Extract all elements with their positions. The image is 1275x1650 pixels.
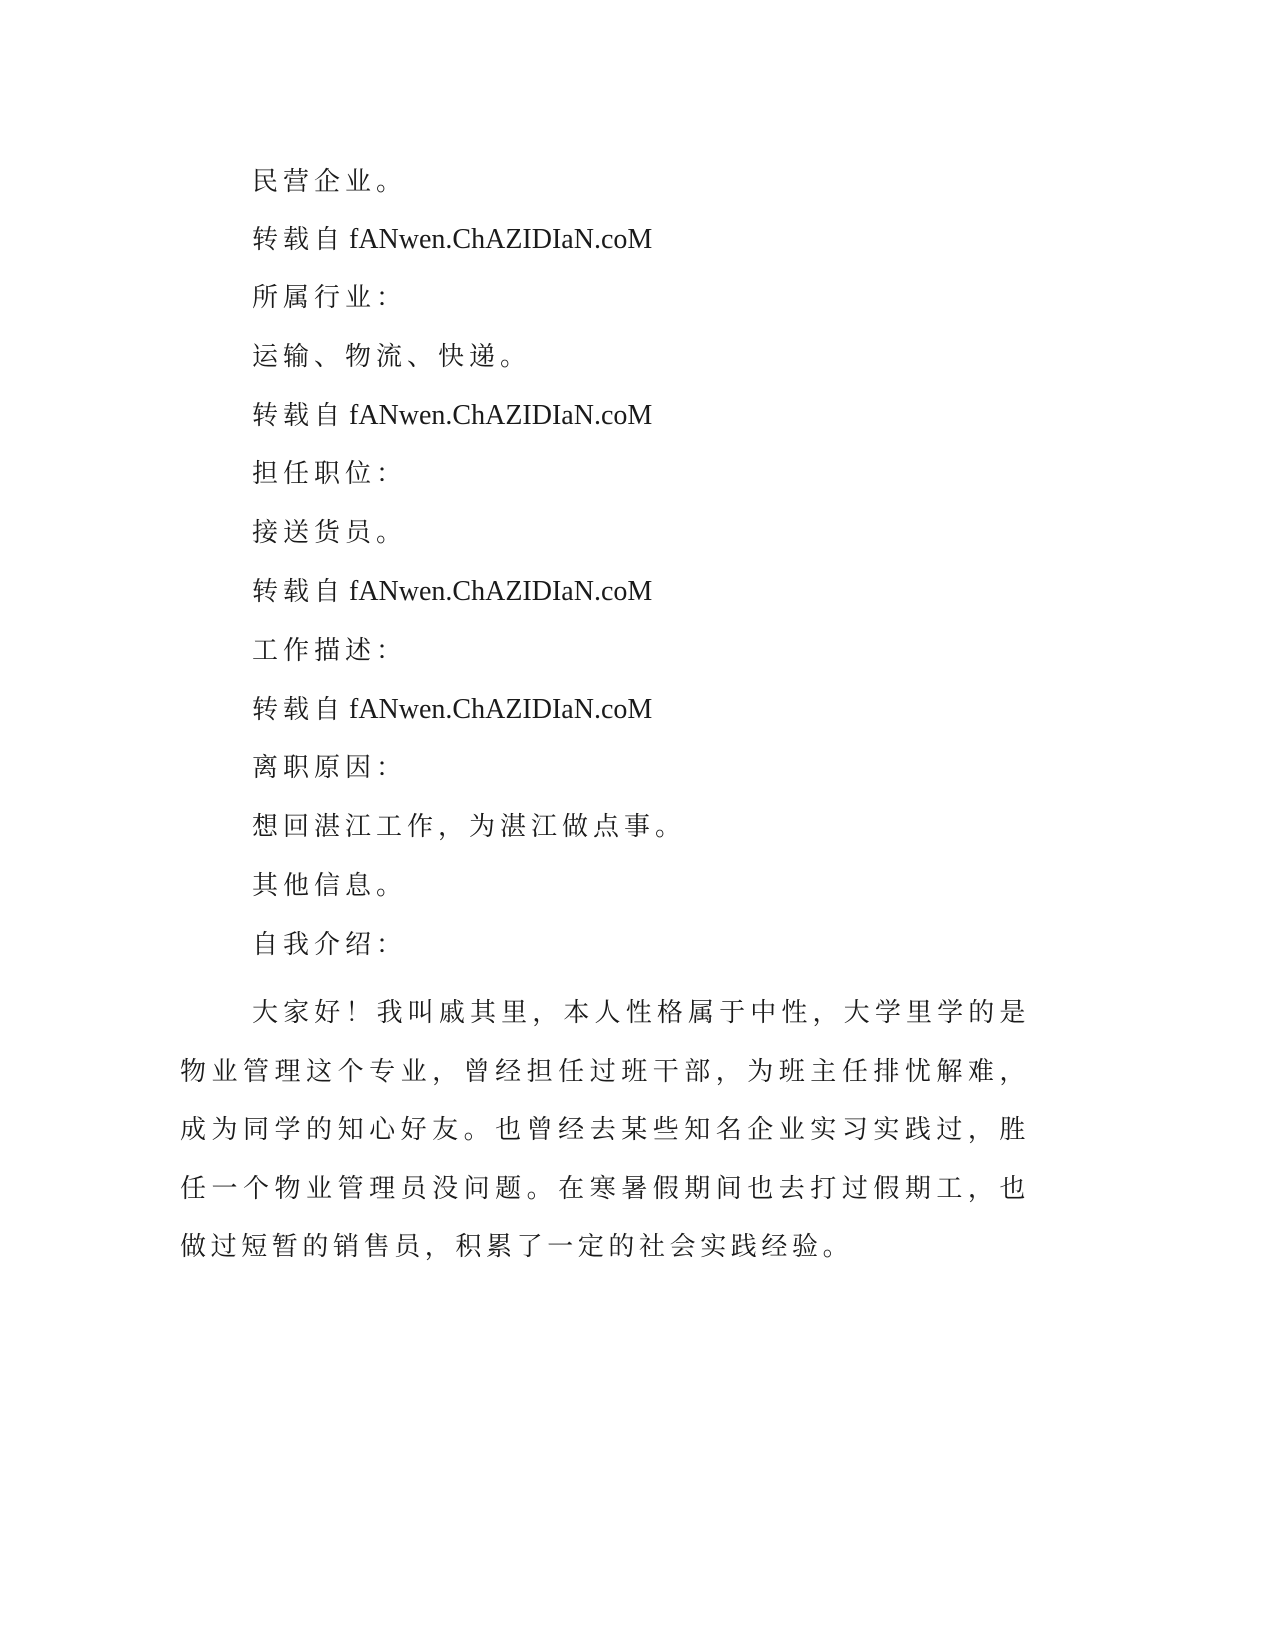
position-value: 接送货员。 (252, 518, 408, 548)
source-label: 转载自 (252, 577, 346, 607)
source-note (252, 396, 652, 436)
source-label: 转载自 (252, 401, 346, 431)
source-note (252, 572, 652, 612)
leave-reason-value: 想回湛江工作，为湛江做点事。 (252, 812, 687, 842)
industry-value: 运输、物流、快递。 (252, 342, 532, 372)
self-intro-label: 自我介绍： (252, 930, 408, 960)
other-info-label: 其他信息。 (252, 871, 408, 901)
industry-label: 所属行业： (252, 283, 408, 313)
self-intro-paragraph: 大家好！我叫戚其里，本人性格属于中性，大学里学的是物业管理这个专业，曾经担任过班干部，为班主任排忧解难，成为同学的知心好友。也曾经去某些知名企业实习实践过，胜任一个物业管理员没问题。在寒暑假期间也去打过假期工，也做过短暂的销售员，积累了一定的社会实践经验。 (180, 998, 1030, 1263)
leave-reason-label: 离职原因： (252, 753, 408, 783)
source-note (252, 220, 652, 260)
position-label: 担任职位： (252, 459, 408, 489)
source-label: 转载自 (252, 225, 346, 255)
company-type-text: 民营企业。 (252, 167, 408, 197)
source-url: fANwen.ChAZIDIaN.coM (349, 224, 653, 255)
source-label: 转载自 (252, 695, 346, 725)
source-url: fANwen.ChAZIDIaN.coM (349, 576, 653, 607)
job-description-label: 工作描述： (252, 636, 408, 666)
source-url: fANwen.ChAZIDIaN.coM (349, 694, 653, 725)
source-url: fANwen.ChAZIDIaN.coM (349, 400, 653, 431)
source-note (252, 690, 652, 730)
